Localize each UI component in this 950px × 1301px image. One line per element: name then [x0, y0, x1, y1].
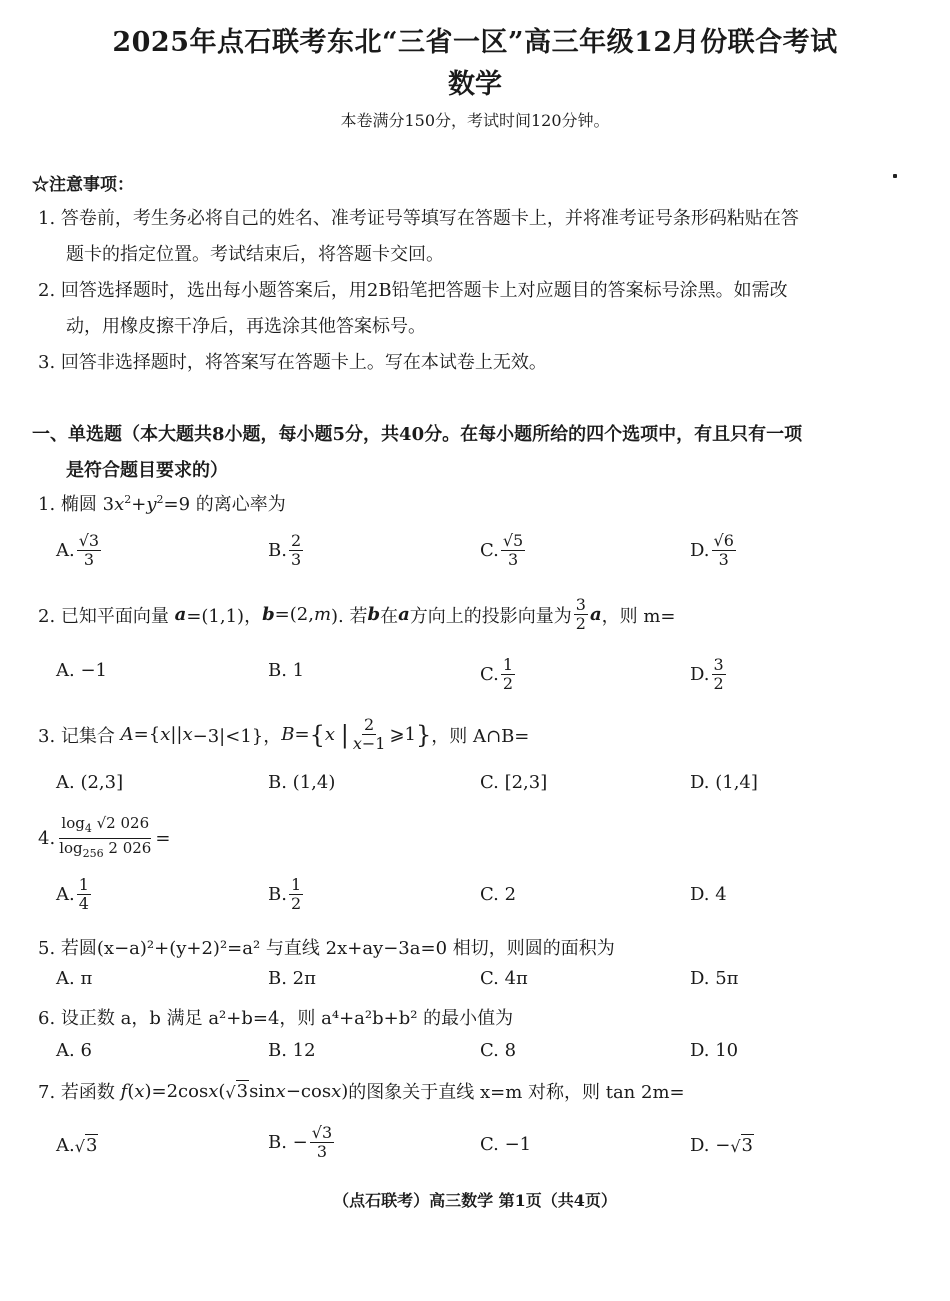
question-4-stem: 4. $\frac{\log_4 √2 026}{\log_{256} 2 026}$ = — [38, 814, 171, 860]
q5-option-b: B. 2π — [268, 968, 316, 989]
q4-option-d: D. 4 — [690, 884, 727, 905]
section-heading-cont: 是符合题目要求的） — [66, 460, 228, 481]
question-5-stem: 5. 若圆(x−a)²+(y+2)²=a² 与直线 2x+ay−3a=0 相切，则圆的面积为 — [38, 938, 615, 959]
q2-option-c: C. $\frac{1}{2}$ — [480, 655, 514, 693]
q5-option-c: C. 4π — [480, 968, 528, 989]
question-7-stem: 7. 若函数 f ( x )=2cos x ( √ 3 sin x −cos x ) 的图象关于直线 x=m 对称，则 tan 2m= — [38, 1080, 685, 1103]
q5-option-a: A. π — [56, 968, 93, 989]
q2-option-a: A. −1 — [56, 660, 107, 681]
q1-option-a: A. $\frac{√3}{3}$ — [56, 531, 100, 569]
q6-option-b: B. 12 — [268, 1040, 316, 1061]
q3-option-d: D. (1,4] — [690, 772, 758, 793]
question-2-stem: 2. 已知平面向量 a =(1,1)， b =(2, m ). 若 b 在 a 方向上的投影向量为 $\frac{3}{2}$ a ，则 m= — [38, 595, 676, 633]
question-6-stem: 6. 设正数 a，b 满足 a²+b=4，则 a⁴+a²b+b² 的最小值为 — [38, 1008, 514, 1029]
q5-option-d: D. 5π — [690, 968, 739, 989]
q6-option-c: C. 8 — [480, 1040, 517, 1061]
q1-option-b: B. $\frac{2}{3}$ — [268, 531, 302, 569]
exam-meta: 本卷满分150分，考试时间120分钟。 — [340, 111, 610, 130]
notice-line-4: 动，用橡皮擦干净后，再选涂其他答案标号。 — [66, 316, 426, 337]
q3-option-b: B. (1,4) — [268, 772, 336, 793]
q7-option-c: C. −1 — [480, 1134, 532, 1155]
question-3-stem: 3. 记集合 A ={ x || x −3|<1}， B = { x | $\frac{2}{x-1}$ ⩾1 } ，则 A∩B= — [38, 715, 530, 753]
section-heading: 一、单选题（本大题共8小题，每小题5分，共40分。在每小题所给的四个选项中，有且只有一项 — [32, 424, 803, 445]
notice-line-3: 2. 回答选择题时，选出每小题答案后，用2B铅笔把答题卡上对应题目的答案标号涂黑。如需改 — [38, 280, 788, 301]
q3-option-a: A. (2,3] — [56, 772, 124, 793]
q4-option-a: A. $\frac{1}{4}$ — [56, 875, 89, 913]
notice-line-2: 题卡的指定位置。考试结束后，将答题卡交回。 — [66, 244, 444, 265]
q1-option-d: D. $\frac{√6}{3}$ — [690, 531, 734, 569]
q2-option-b: B. 1 — [268, 660, 305, 681]
notice-line-1: 1. 答卷前，考生务必将自己的姓名、准考证号等填写在答题卡上，并将准考证号条形码粘贴在答 — [38, 208, 799, 229]
page-footer: （点石联考）高三数学 第1页（共4页） — [333, 1191, 617, 1210]
q2-option-d: D. $\frac{3}{2}$ — [690, 655, 724, 693]
q7-option-d: D. − √ 3 — [690, 1134, 753, 1156]
q6-option-d: D. 10 — [690, 1040, 739, 1061]
question-1-stem: 1. 椭圆 $3x^2+y^2=9$ 的离心率为 — [38, 493, 286, 515]
q4-option-c: C. 2 — [480, 884, 517, 905]
exam-title: 2025年点石联考东北“三省一区”高三年级12月份联合考试 — [112, 27, 838, 58]
q4-option-b: B. $\frac{1}{2}$ — [268, 875, 302, 913]
subject-title: 数学 — [448, 69, 502, 100]
q6-option-a: A. 6 — [56, 1040, 92, 1061]
q7-option-b: B. − $\frac{√3}{3}$ — [268, 1123, 333, 1161]
q1-option-c: C. $\frac{√5}{3}$ — [480, 531, 524, 569]
q7-option-a: A. √ 3 — [56, 1134, 98, 1156]
notice-line-5: 3. 回答非选择题时，将答案写在答题卡上。写在本试卷上无效。 — [38, 352, 547, 373]
stray-dot — [893, 174, 897, 178]
notice-heading: ☆注意事项： — [32, 175, 134, 195]
q3-option-c: C. [2,3] — [480, 772, 548, 793]
